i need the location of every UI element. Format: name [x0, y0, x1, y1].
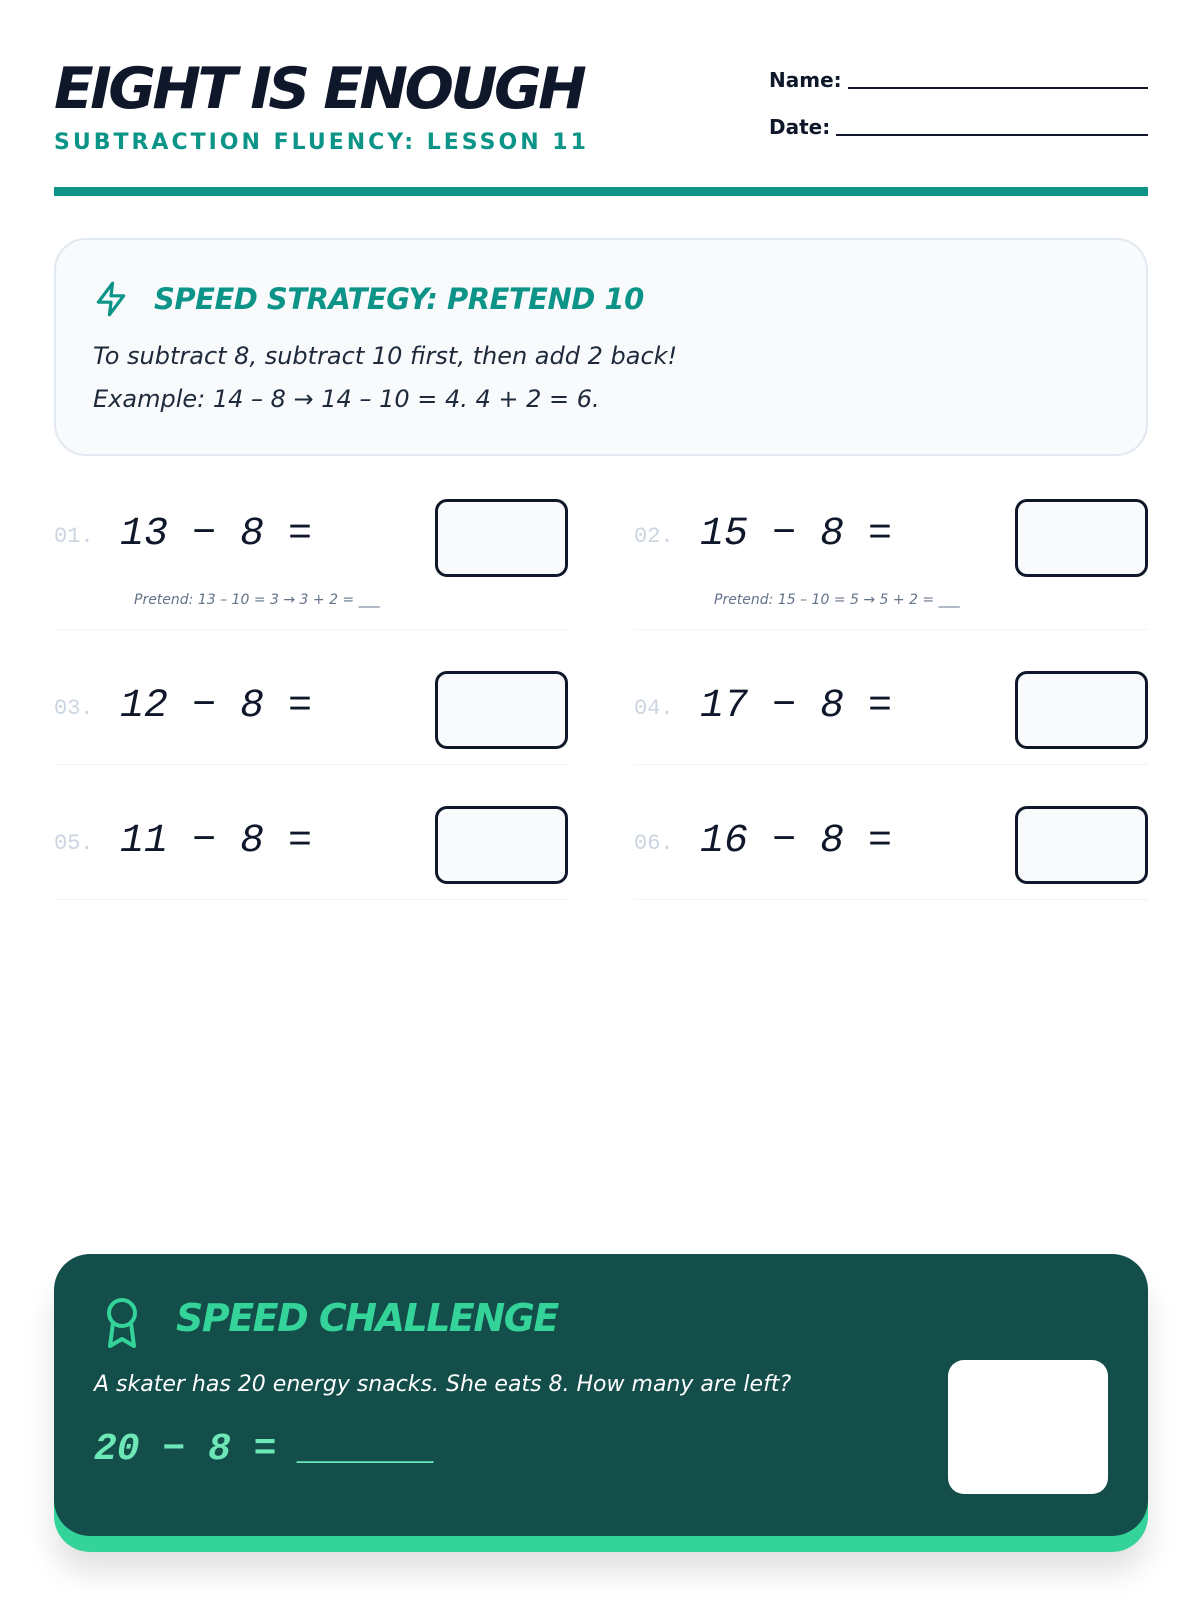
problem-number: 02.: [634, 524, 674, 549]
name-label: Name:: [769, 68, 842, 92]
problem-item: [54, 803, 568, 900]
name-field[interactable]: [769, 68, 1148, 92]
strategy-box: [54, 238, 1148, 456]
award-ribbon-icon: [102, 1296, 142, 1350]
answer-box[interactable]: [1015, 671, 1148, 749]
challenge-title: SPEED CHALLENGE: [176, 1296, 558, 1340]
problem-item: [54, 496, 568, 630]
answer-box[interactable]: [435, 806, 568, 884]
strategy-title: SPEED STRATEGY: PRETEND 10: [154, 282, 644, 316]
page-subtitle: SUBTRACTION FLUENCY: LESSON 11: [54, 130, 589, 155]
problem-expression: 11 − 8 =: [120, 819, 313, 864]
problem-number: 01.: [54, 524, 94, 549]
problem-expression: 16 − 8 =: [700, 819, 893, 864]
header-divider: [54, 187, 1148, 196]
challenge-expression: 20 − 8 = ______: [94, 1428, 437, 1471]
page-title: EIGHT IS ENOUGH: [54, 56, 584, 122]
problem-item: [54, 668, 568, 765]
problem-expression: 12 − 8 =: [120, 684, 313, 729]
problem-number: 06.: [634, 831, 674, 856]
lightning-icon: [92, 280, 130, 318]
worksheet-header: [54, 50, 1148, 196]
strategy-rule: To subtract 8, subtract 10 first, then add 2 back!: [93, 342, 678, 370]
problem-item: [634, 803, 1148, 900]
answer-box[interactable]: [1015, 806, 1148, 884]
name-line[interactable]: [848, 71, 1148, 89]
answer-box[interactable]: [435, 499, 568, 577]
problem-hint: Pretend: 15 – 10 = 5 → 5 + 2 = ___: [714, 592, 960, 608]
answer-box[interactable]: [1015, 499, 1148, 577]
problem-item: [634, 496, 1148, 630]
problem-expression: 13 − 8 =: [120, 512, 313, 557]
speed-challenge-card: [54, 1254, 1148, 1536]
problem-item: [634, 668, 1148, 765]
date-label: Date:: [769, 115, 831, 139]
challenge-question: A skater has 20 energy snacks. She eats 8. How many are left?: [94, 1372, 792, 1397]
problem-number: 04.: [634, 696, 674, 721]
problem-number: 03.: [54, 696, 94, 721]
date-line[interactable]: [836, 118, 1148, 136]
problem-expression: 15 − 8 =: [700, 512, 893, 557]
strategy-example: Example: 14 – 8 → 14 – 10 = 4. 4 + 2 = 6.: [93, 385, 600, 413]
answer-box[interactable]: [435, 671, 568, 749]
problem-expression: 17 − 8 =: [700, 684, 893, 729]
problem-number: 05.: [54, 831, 94, 856]
date-field[interactable]: [769, 115, 1148, 139]
problem-hint: Pretend: 13 – 10 = 3 → 3 + 2 = ___: [134, 592, 380, 608]
challenge-answer-box[interactable]: [948, 1360, 1108, 1494]
